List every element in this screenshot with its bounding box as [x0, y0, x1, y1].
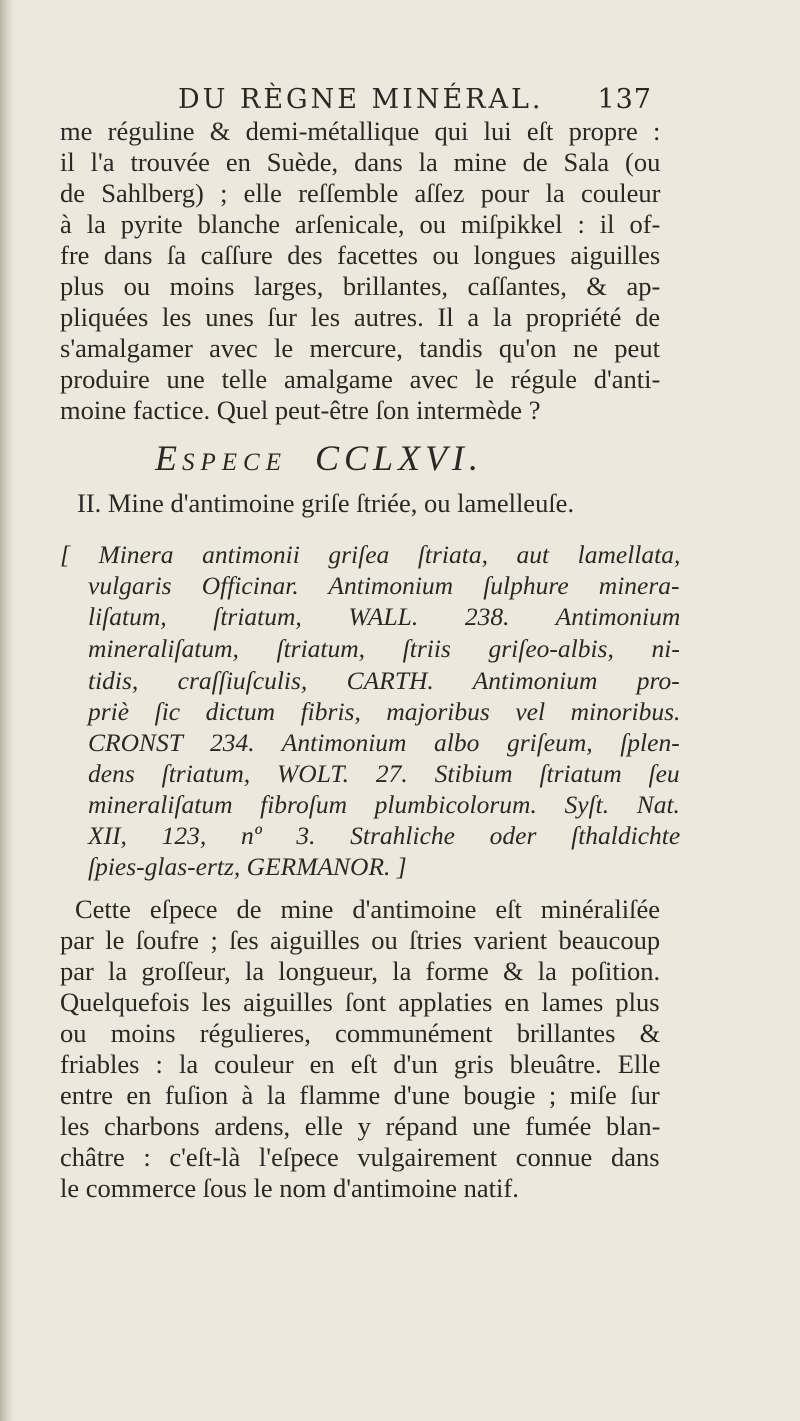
text-line: entre en fuſion à la flamme d'une bougie ; miſe ſur [60, 1080, 660, 1110]
text-line: pliquées les unes ſur les autres. Il a la propriété de [60, 302, 661, 332]
text-line: plus ou moins larges, brillantes, caſſantes, & ap- [60, 271, 661, 301]
species-initial: E [155, 438, 182, 478]
text-line: friables : la couleur en eſt d'un gris bleuâtre. Elle [60, 1049, 661, 1079]
text-line: de Sahlberg) ; elle reſſemble aſſez pour la couleur [60, 178, 661, 208]
text-line: moine factice. Quel peut-être ſon intermède ? [60, 395, 541, 425]
text-line: Quelquefois les aiguilles ſont applaties en lames plus [60, 987, 660, 1017]
text-line: ou moins régulieres, communément brillantes & [60, 1018, 661, 1048]
latin-line: ſpies-glas-ertz, GERMANOR. ] [88, 852, 407, 881]
running-header [178, 84, 650, 115]
text-line: par la groſſeur, la longueur, la forme & la poſition. [60, 956, 661, 986]
latin-line: mineraliſatum fibroſum plumbicolorum. Syſt. Nat. [88, 790, 680, 819]
text-line: châtre : c'eſt-là l'eſpece vulgairement connue dans [60, 1142, 660, 1172]
paragraph-continued [60, 116, 660, 426]
page-number: 137 [597, 84, 652, 115]
paragraph-description [60, 894, 660, 1204]
latin-line: tidis, craſſiuſculis, CARTH. Antimonium pro- [88, 666, 680, 695]
species-numeral: CCLXVI. [315, 438, 484, 478]
latin-line: vulgaris Officinar. Antimonium ſulphure minera- [88, 571, 680, 600]
text-line: s'amalgamer avec le mercure, tandis qu'on ne peut [60, 333, 660, 363]
subtitle-line: II. Mine d'antimoine griſe ſtriée, ou lamelleuſe. [77, 488, 575, 518]
species-heading [155, 437, 483, 479]
latin-line: XII, 123, nº 3. Strahliche oder ſthaldichte [88, 821, 681, 850]
latin-line: CRONST 234. Antimonium albo griſeum, ſplen- [88, 728, 680, 757]
text-line: Cette eſpece de mine d'antimoine eſt minéraliſée [75, 894, 660, 924]
text-line: à la pyrite blanche arſenicale, ou miſpikkel : il of- [60, 209, 661, 239]
latin-line: liſatum, ſtriatum, WALL. 238. Antimonium [88, 602, 681, 631]
text-line: me réguline & demi-métallique qui lui eſt propre : [60, 116, 661, 146]
text-line: les charbons ardens, elle y répand une fumée blan- [60, 1111, 661, 1141]
species-subtitle [77, 488, 677, 520]
running-title: DU RÈGNE MINÉRAL. [178, 84, 544, 115]
text-line: produire une telle amalgame avec le régule d'anti- [60, 364, 661, 394]
latin-line: priè ſic dictum fibris, majoribus vel minoribus. [88, 697, 681, 726]
text-line: le commerce ſous le nom d'antimoine natif. [60, 1173, 519, 1203]
latin-line: dens ſtriatum, WOLT. 27. Stibium ſtriatum ſeu [88, 759, 680, 788]
text-line: il l'a trouvée en Suède, dans la mine de Sala (ou [60, 147, 661, 177]
species-word: SPECE [182, 449, 287, 476]
latin-synonymy [60, 540, 680, 900]
latin-line: [ Minera antimonii griſea ſtriata, aut lamellata, [60, 540, 681, 569]
text-line: fre dans ſa caſſure des facettes ou longues aiguilles [60, 240, 661, 270]
latin-line: mineraliſatum, ſtriatum, ſtriis griſeo-albis, ni- [88, 634, 680, 663]
text-line: par le ſoufre ; ſes aiguilles ou ſtries varient beaucoup [60, 925, 661, 955]
page-binding-edge [0, 0, 14, 1421]
